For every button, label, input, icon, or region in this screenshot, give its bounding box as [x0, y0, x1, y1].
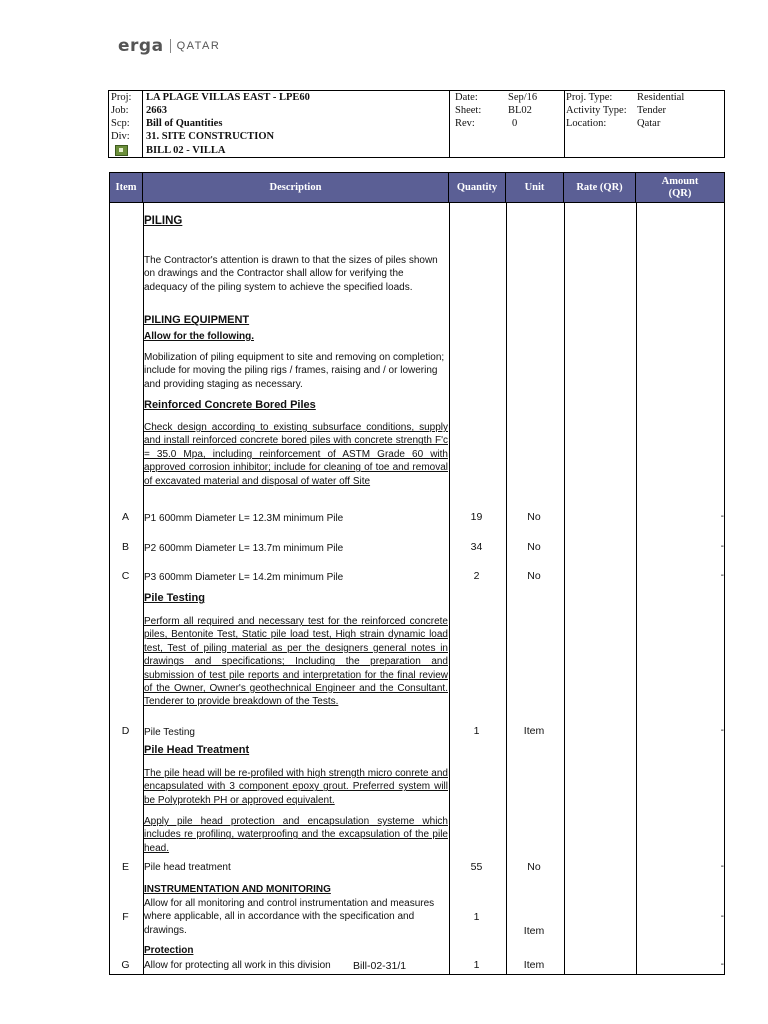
item-quantity: 34: [470, 541, 483, 553]
item-unit: Item: [523, 959, 545, 971]
div-label: Div:: [111, 131, 130, 142]
item-amount: -: [720, 861, 724, 872]
item-amount: -: [720, 959, 724, 970]
col-header-description: Description: [143, 173, 449, 202]
col-header-quantity: Quantity: [449, 173, 506, 202]
rev-label: Rev:: [455, 118, 475, 129]
pile-testing-text: Perform all required and necessary test for the reinforced concrete piles, Bentonite Test, Static pile load test, High strain dynamic load test, Test of piling material as per the designers general notes in drawings and specifications; Including the preparation and submission of test pile reports and interpretation for the final review of the Owner, Owner's geothechnical Engineer and the Consultant. Tenderer to provide breakdown of the Tests.: [144, 616, 448, 708]
section-protection: Protection: [144, 945, 194, 956]
item-letter: C: [121, 570, 130, 582]
sheet-label: Sheet:: [455, 105, 482, 116]
item-unit: Item: [523, 725, 545, 737]
item-description: Allow for all monitoring and control instrumentation and measures where applicable, all in accordance with the specification and drawings.: [144, 898, 435, 936]
logo-region: QATAR: [176, 40, 221, 52]
item-description: Pile Testing: [144, 727, 195, 738]
section-piling-equipment: PILING EQUIPMENT: [144, 314, 250, 326]
item-quantity: 1: [473, 725, 480, 737]
company-logo: [118, 36, 220, 56]
allow-heading: Allow for the following.: [144, 331, 254, 342]
item-quantity: 1: [473, 911, 480, 923]
activity-type-label: Activity Type:: [566, 105, 627, 116]
section-instrumentation: INSTRUMENTATION AND MONITORING: [144, 884, 331, 895]
location-value: Qatar: [637, 118, 661, 129]
item-unit: No: [527, 570, 541, 582]
activity-type-value: Tender: [637, 105, 666, 116]
item-unit: No: [527, 861, 541, 873]
date-value: Sep/16: [508, 92, 538, 103]
job-number: 2663: [146, 105, 167, 116]
item-unit: No: [527, 511, 541, 523]
project-type-label: Proj. Type:: [566, 92, 613, 103]
pile-head-text-1: The pile head will be re-profiled with high strength micro conrete and encapsulated with 3 component epoxy grout. Preferred system will be Polyprotekh PH or approved equivalent.: [144, 768, 448, 806]
logo-brand: erga: [118, 36, 164, 56]
item-unit: Item: [523, 925, 545, 937]
section-piling: PILING: [144, 215, 183, 227]
col-header-item: Item: [110, 173, 143, 202]
item-description: Pile head treatment: [144, 862, 231, 873]
item-amount: -: [720, 911, 724, 922]
division-value: 31. SITE CONSTRUCTION: [146, 131, 275, 142]
job-label: Job:: [111, 105, 129, 116]
item-letter: E: [121, 861, 129, 873]
section-pile-head: Pile Head Treatment: [144, 744, 250, 756]
item-letter: F: [122, 911, 129, 923]
pile-head-text-2: Apply pile head protection and encapsulation systeme which includes re profiling, waterproofing and the excapsulation of the pile head.: [144, 816, 448, 854]
project-header: [108, 90, 725, 158]
item-amount: -: [720, 511, 724, 522]
item-letter: D: [121, 725, 130, 737]
item-letter: A: [121, 511, 129, 523]
item-description: Allow for protecting all work in this division: [144, 960, 331, 971]
date-label: Date:: [455, 92, 478, 103]
col-header-amount: Amount (QR): [636, 173, 724, 202]
logo-divider: [170, 39, 171, 53]
section-pile-testing: Pile Testing: [144, 592, 205, 604]
rev-value: 0: [512, 118, 518, 129]
project-name: LA PLAGE VILLAS EAST - LPE60: [146, 92, 310, 103]
location-label: Location:: [566, 118, 607, 129]
item-amount: -: [720, 570, 724, 581]
mobilization-text: Mobilization of piling equipment to site and removing on completion; include for moving the piling rigs / frames, raising and / or lowering and providing staging as necessary.: [144, 352, 445, 390]
item-description: P1 600mm Diameter L= 12.3M minimum Pile: [144, 513, 344, 524]
scope-value: Bill of Quantities: [146, 118, 223, 129]
division-icon: [115, 145, 128, 156]
item-quantity: 55: [470, 861, 483, 873]
item-unit: No: [527, 541, 541, 553]
section-rc-piles: Reinforced Concrete Bored Piles: [144, 399, 316, 411]
piling-note: The Contractor's attention is drawn to that the sizes of piles shown on drawings and the Contractor shall allow for verifying the adequacy of the piling system to achieve the specified loads.: [144, 255, 438, 293]
item-letter: B: [121, 541, 129, 553]
item-letter: G: [121, 959, 130, 971]
project-type-value: Residential: [637, 92, 685, 103]
item-description: P3 600mm Diameter L= 14.2m minimum Pile: [144, 572, 344, 583]
page-footer-reference: Bill-02-31/1: [353, 960, 407, 972]
rc-piles-text: Check design according to existing subsurface conditions, supply and install reinforced concrete bored piles with concrete strength F'c = 35.0 Mpa, including reinforcement of ASTM Grade 60 with approved corrosion inhibitor; include for cleaning of toe and removal of excavated material and disposal of water off Site: [144, 422, 448, 487]
col-header-rate: Rate (QR): [564, 173, 636, 202]
col-header-unit: Unit: [506, 173, 564, 202]
item-amount: -: [720, 541, 724, 552]
sheet-value: BL02: [508, 105, 532, 116]
proj-label: Proj:: [111, 92, 132, 103]
item-quantity: 2: [473, 570, 480, 582]
item-amount: -: [720, 725, 724, 736]
bill-value: BILL 02 - VILLA: [146, 145, 226, 156]
scope-label: Scp:: [111, 118, 130, 129]
item-description: P2 600mm Diameter L= 13.7m minimum Pile: [144, 543, 344, 554]
item-quantity: 1: [473, 959, 480, 971]
item-quantity: 19: [470, 511, 483, 523]
